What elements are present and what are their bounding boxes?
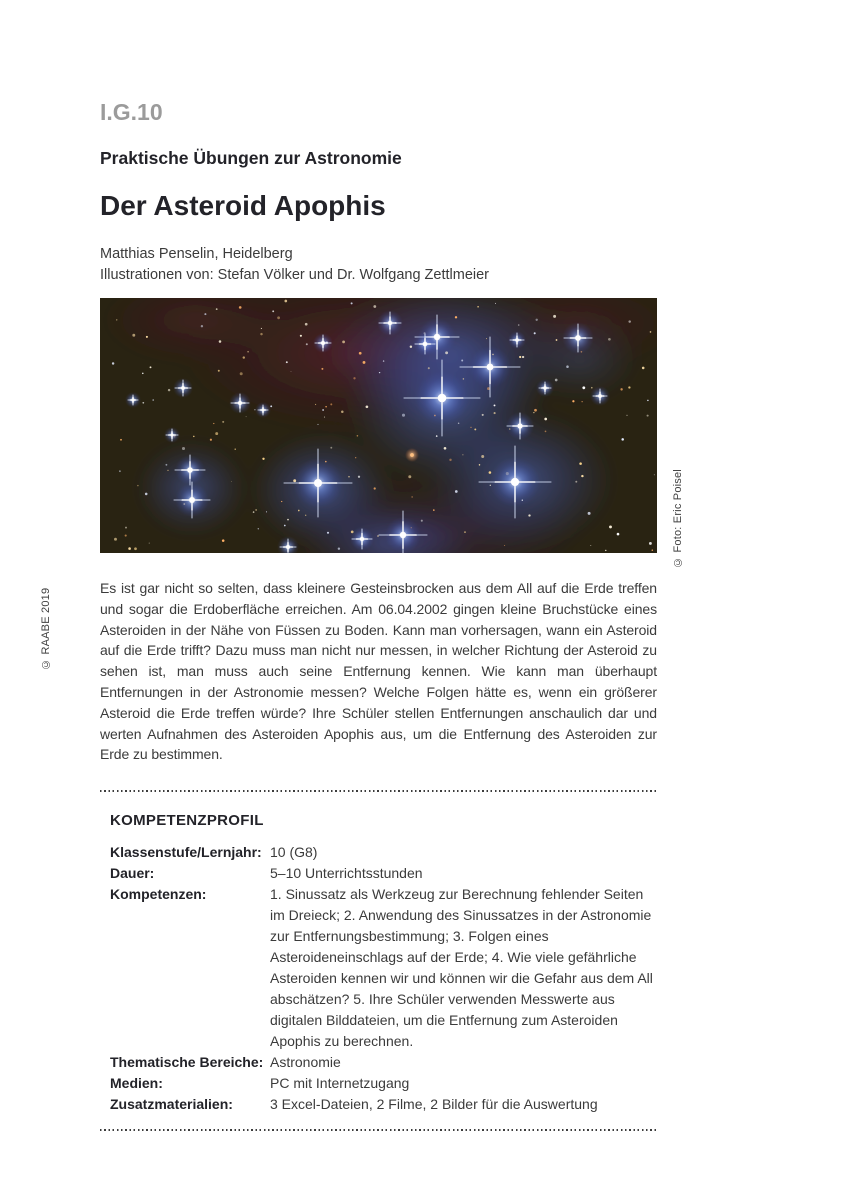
row-label: Klassenstufe/Lernjahr: xyxy=(110,844,262,861)
table-row xyxy=(110,1073,657,1094)
row-value: 1. Sinussatz als Werkzeug zur Berechnung fehlender Seiten im Dreieck; 2. Anwendung des Sinussatzes in der Astronomie zur Entfernungsbestimmung; 3. Folgen eines Asteroideneinschlags auf der Erde; 4. Wie viele gefährliche Asteroiden kennen wir und können wir die Gefahr aus dem All abschätzen? 5. Ihre Schüler verwenden Messwerte aus digitalen Bilddateien, um die Entfernung zum Asteroiden Apophis zu berechnen. xyxy=(270,886,653,1050)
competence-profile-heading: KOMPETENZPROFIL xyxy=(110,812,264,830)
table-row xyxy=(110,863,657,884)
table-row xyxy=(110,884,657,1052)
row-value: PC mit Internetzugang xyxy=(270,1075,410,1092)
page-title: Der Asteroid Apophis xyxy=(100,190,386,221)
row-label: Dauer: xyxy=(110,865,155,882)
pleiades-photo xyxy=(100,298,684,568)
row-value: 5–10 Unterrichtsstunden xyxy=(270,865,423,882)
row-value: 3 Excel-Dateien, 2 Filme, 2 Bilder für die Auswertung xyxy=(270,1096,598,1113)
series-kicker: Praktische Übungen zur Astronomie xyxy=(100,148,402,168)
row-value: Astronomie xyxy=(270,1054,341,1071)
competence-profile-table xyxy=(110,842,657,1115)
illustrators-line: Illustrationen von: Stefan Völker und Dr. Wolfgang Zettlmeier xyxy=(100,267,490,283)
row-label: Medien: xyxy=(110,1075,163,1092)
dotted-divider-bottom xyxy=(100,1129,657,1131)
author-line: Matthias Penselin, Heidelberg xyxy=(100,246,293,262)
competence-profile-section xyxy=(100,812,657,1115)
author-block xyxy=(100,244,657,286)
row-label: Kompetenzen: xyxy=(110,886,207,903)
table-row xyxy=(110,1094,657,1115)
publisher-copyright-vertical: © RAABE 2019 xyxy=(40,587,52,670)
table-row xyxy=(110,842,657,863)
dotted-divider-top xyxy=(100,790,657,792)
row-label: Zusatzmaterialien: xyxy=(110,1096,233,1113)
photo-credit-vertical: © Foto: Eric Poisel xyxy=(672,469,684,568)
unit-code: I.G.10 xyxy=(100,99,163,125)
starfield-image xyxy=(100,298,657,553)
intro-paragraph: Es ist gar nicht so selten, dass kleinere Gesteinsbrocken aus dem All auf die Erde treffen und sogar die Erdoberfläche erreichen. Am 06.04.2002 gingen kleine Bruchstücke eines Asteroiden in der Nähe von Füssen zu Boden. Kann man vorhersagen, wann ein Asteroid auf die Erde trifft? Dazu muss man nicht nur messen, in welcher Richtung der Asteroid zu sehen ist, man muss auch seine Entfernung kennen. Wie kann man überhaupt Entfernungen in der Astronomie messen? Welche Folgen hätte es, wenn ein größerer Asteroid die Erde treffen würde? Ihre Schüler stellen Entfernungen anschaulich dar und werten Aufnahmen des Asteroiden Apophis aus, um die Entfernung des Asteroiden zur Erde zu bestimmen. xyxy=(100,580,657,763)
table-row xyxy=(110,1052,657,1073)
content-column xyxy=(100,99,684,1131)
row-value: 10 (G8) xyxy=(270,844,318,861)
row-label: Thematische Bereiche: xyxy=(110,1054,264,1071)
